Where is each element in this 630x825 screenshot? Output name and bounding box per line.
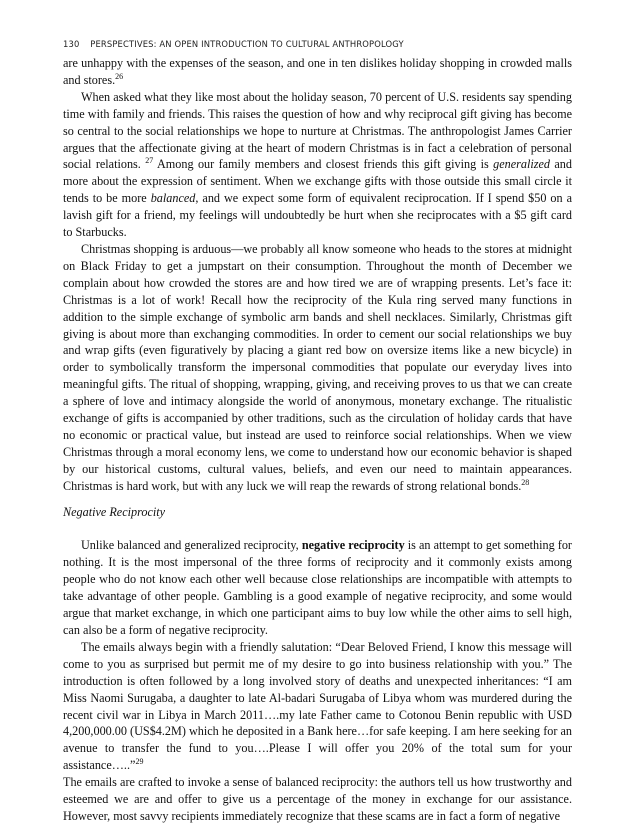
- running-header: [63, 39, 573, 49]
- emphasized-term: balanced: [150, 191, 196, 206]
- footnote-marker: 27: [145, 156, 154, 166]
- paragraph: [63, 241, 572, 495]
- footnote-marker: 28: [521, 477, 530, 487]
- paragraph-text: Unlike balanced and generalized reciprocity,: [81, 538, 302, 553]
- key-term: negative reciprocity: [301, 538, 405, 553]
- footnote-marker: 29: [135, 757, 144, 767]
- page-number: 130: [63, 39, 80, 49]
- paragraph-text: , and we expect some form of equivalent reciprocation. If I spend $50 on a lavish gift for a friend, my feelings will undoubtedly be hurt when she reciprocates with a $5 gift card to Starbucks.: [63, 191, 572, 240]
- paragraph-text: are unhappy with the expenses of the season, and one in ten dislikes holiday shopping in crowded malls and stores.: [63, 56, 572, 87]
- paragraph-text: Among our family members and closest friends this gift giving is: [153, 157, 494, 172]
- paragraph: [63, 537, 572, 638]
- paragraph-text: and more about the expression of sentiment. When we exchange gifts with those outside this small circle it tends to be more: [63, 157, 572, 206]
- paragraph-text: When asked what they like most about the holiday season, 70 percent of U.S. residents say spending time with family and friends. This raises the question of how and why reciprocal gift giving has become so central to the social relationships we hope to nurture at Christmas. The anthropologist James Carrier argues that the affectionate giving at the heart of modern Christmas is in fact a celebration of personal social relations.: [63, 89, 572, 172]
- body-text: [63, 55, 572, 825]
- paragraph: [63, 89, 572, 241]
- running-title: PERSPECTIVES: AN OPEN INTRODUCTION TO CULTURAL ANTHROPOLOGY: [90, 39, 404, 49]
- emphasized-term: generalized: [493, 157, 550, 172]
- section-heading: Negative Reciprocity: [63, 504, 166, 519]
- paragraph: [63, 639, 572, 774]
- footnote-marker: 26: [115, 71, 124, 81]
- paragraph: [63, 774, 572, 825]
- paragraph-text: The emails always begin with a friendly salutation: “Dear Beloved Friend, I know this message will come to you as surprised but permit me of my desire to go into business relationship with you.” The introduction is often followed by a long involved story of deaths and unexpected inheritances: “I am Miss Naomi Surugaba, a daughter to late Al-badari Surugaba of Libya whom was murdered during the recent civil war in Libya in March 2011….my late Father came to Cotonou Benin republic with USD 4,200,000.00 (US$4.2M) which he deposited in a Bank here…for safe keeping. I am here seeking for an avenue to transfer the fund to you….Please I will offer you 20% of the total sum for your assistance…..”: [63, 639, 572, 773]
- paragraph: [63, 55, 572, 89]
- paragraph-text: is an attempt to get something for nothing. It is the most impersonal of the three forms of reciprocity and it commonly exists among people who do not know each other well because close relationships are incompatible with attempts to take advantage of other people. Gambling is a good example of negative reciprocity, and some would argue that market exchange, in which one participant aims to buy low while the other aims to sell high, can also be a form of negative reciprocity.: [63, 538, 572, 637]
- paragraph-text: Christmas shopping is arduous—we probably all know someone who heads to the stores at midnight on Black Friday to get a jumpstart on their consumption. Throughout the month of December we complain about how crowded the stores are and how tired we are of wrapping presents. Let’s face it: Christmas is a lot of work! Recall how the reciprocity of the Kula ring served many functions in addition to the simple exchange of symbolic arm bands and shell necklaces. Similarly, Christmas gift giving is about more than exchanging commodities. In order to cement our social relationships we buy and wrap gifts (even figuratively by placing a giant red bow on oversize items like a new bicycle) in order to symbolically transform the impersonal commodities that populate our everyday lives into meaningful gifts. The ritual of shopping, wrapping, giving, and receiving proves to us that we can create a sphere of love and intimacy alongside the world of anonymous, monetary exchange. The ritualistic exchange of gifts is accompanied by other traditions, such as the circulation of holiday cards that have no economic or practical value, but instead are used to reinforce social relationships. When we view Christmas through a moral economy lens, we come to understand how our economic behavior is shaped by our historical customs, cultural values, beliefs, and even our need to maintain appearances. Christmas is hard work, but with any luck we will reap the rewards of strong relational bonds.: [63, 241, 572, 493]
- paragraph-text: The emails are crafted to invoke a sense of balanced reciprocity: the authors tell us how trustworthy and esteemed we are and offer to give us a percentage of the money in exchange for our assistance. However, most savvy recipients immediately recognize that these scams are in fact a form of negative: [63, 775, 572, 823]
